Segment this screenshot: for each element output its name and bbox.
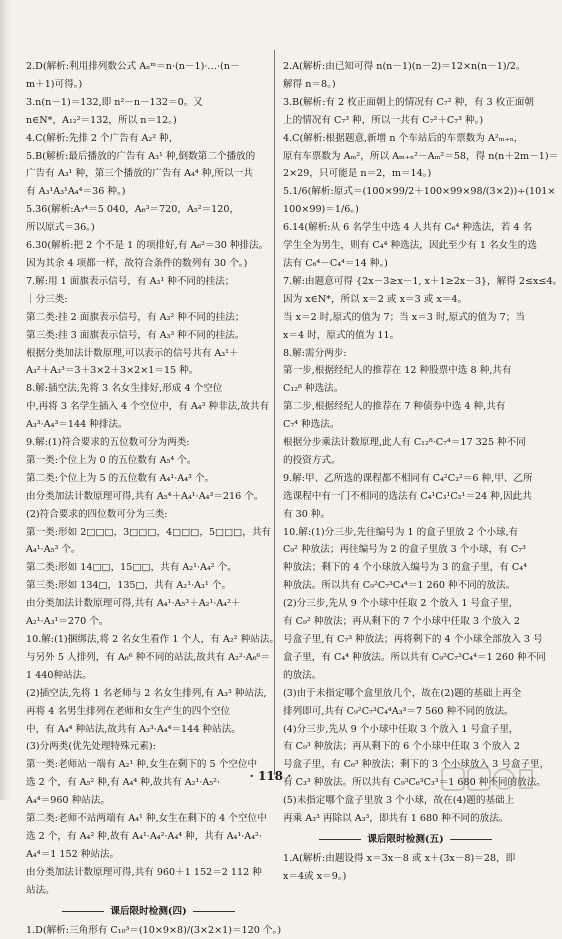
text-line: (2)分三步,先从 9 个小球中任取 2 个放入 1 号盒子里， [283,595,528,613]
section-heading [283,831,528,849]
text-line: 第二类:老师不站两端有 A₄¹ 种,女生在剩下的 4 个空位中 [26,810,271,828]
text-line: 第二类:形如 14□□，15□□，共有 A₂¹·A₄² 个。 [26,559,271,577]
text-line: 有 30 种。 [283,506,528,524]
text-line: 第一步,根据经纪人的推荐在 12 种股票中选 8 种,共有 [283,362,528,380]
text-line: 2.D(解析:利用排列数公式 Aₙᵐ＝n·(n－1)·…·(n－ [26,58,271,76]
text-line: 与另外 5 人排列，有 A₆⁶ 种不同的站法,故共有 A₂²·A₆⁶＝ [26,649,271,667]
text-line: 2.A(解析:由已知可得 n(n－1)(n－2)＝12×n(n－1)/2。 [283,58,528,76]
text-line: m＋1)可得。) [26,76,271,94]
text-line: 7.解:用 1 面旗表示信号，有 A₃¹ 种不同的挂法； [26,273,271,291]
text-line: A₃²＋A₃³＝3＋3×2＋3×2×1＝15 种。 [26,362,271,380]
text-line: 1.D(解析:三角形有 C₁₀³＝(10×9×8)/(3×2×1)＝120 个。) [26,922,271,939]
text-line: 号盒子里，有 C₆³ 种放法；剩下的 3 个小球放入 3 号盒子里， [283,756,528,774]
text-line: 的放法。 [283,667,528,685]
text-line: 解得 n＝8。) [283,76,528,94]
watermark-logo-icon [440,764,536,794]
text-line: 第三类:挂 3 面旗表示信号，有 A₃³ 种不同的挂法。 [26,327,271,345]
text-line: 1 440种站法。 [26,667,271,685]
text-line: 学生全为男生，则有 C₄⁴ 种选法，因此至少有 1 名女生的选 [283,237,528,255]
text-line: 4.C(解析:根据题意,新增 n 个车站后的车票数为 A²ₘ₊ₙ， [283,130,528,148]
text-line: A₄¹·A₅³ 个。 [26,541,271,559]
text-line: 有 C₉² 种放法；再从剩下的 7 个小球中任取 3 个放入 2 [283,613,528,631]
text-line: 根据分步乘法计数原理,此人有 C₁₂⁸·C₇⁴＝17 325 种不同 [283,434,528,452]
text-line: n∈N*，A₁₂²＝132，所以 n＝12。) [26,112,271,130]
text-line: 有 C₉³ 种放法；再从剩下的 6 个小球中任取 3 个放入 2 [283,738,528,756]
text-line: x＝4或 x＝9。) [283,868,528,886]
text-line: 10.解:(1)捆绑法,将 2 名女生看作 1 个人，有 A₂² 种站法。 [26,631,271,649]
text-line: 盒子里，有 C₄⁴ 种放法。所以共有 C₉²C₇³C₄⁴＝1 260 种不同 [283,649,528,667]
text-line: (5)未指定哪个盒子里放 3 个小球，故在(4)题的基础上 [283,792,528,810]
column-divider [274,50,275,775]
text-line: 选 2 个，有 A₄² 种,故有 A₄¹·A₄²·A₄⁴ 种，共有 A₄¹·A₄²· [26,828,271,846]
text-line: 种放法。所以共有 C₉²C₇³C₄⁴＝1 260 种不同的放法。 [283,577,528,595]
text-line: 再将 4 名男生排列在老师和女生产生的四个空位 [26,703,271,721]
page-spine-shadow [0,0,10,800]
section-heading-text: 课后限时检测(五) [367,834,443,845]
section-heading-text: 课后限时检测(四) [110,906,186,917]
text-line: (2)符合要求的四位数可分为三类: [26,506,271,524]
text-line: 第三类:形如 134□，135□，共有 A₂¹·A₃¹ 个。 [26,577,271,595]
text-line: 由分类加法计数原理可得,共有 960＋1 152＝2 112 种 [26,864,271,882]
text-line: 10.解:(1)分三步,先往编号为 1 的盒子里放 2 个小球,有 [283,524,528,542]
text-line: 4.C(解析:先排 2 个广告有 A₂² 种， [26,130,271,148]
text-line: C₇⁴ 种选法。 [283,416,528,434]
text-line: A₄⁴＝1 152 种站法。 [26,846,271,864]
text-line: 中，有 A₄⁴ 种站法,故共有 A₃³·A₄⁴＝144 种站法。 [26,721,271,739]
text-line: 因为其余 4 项都一样，故符合条件的数列有 30 个。) [26,255,271,273]
text-line: 7.解:由题意可得 {2x－3≥x－1, x＋1≥2x－3}，解得 2≤x≤4。 [283,273,528,291]
text-line: 第一类:个位上为 0 的五位数有 A₅⁴ 个。 [26,452,271,470]
left-column [26,58,271,939]
text-line: 的投资方式。 [283,452,528,470]
text-line: 第二类:挂 2 面旗表示信号，有 A₃² 种不同的挂法； [26,309,271,327]
text-line: 根据分类加法计数原理,可以表示的信号共有 A₃¹＋ [26,345,271,363]
text-line: C₁₂⁸ 种选法。 [283,380,528,398]
text-line: 法有 C₆⁴－C₄⁴＝14 种。) [283,255,528,273]
text-line: 5.36(解析:A₇⁴＝5 040，A₆³＝720，A₅²＝120， [26,201,271,219]
text-line: ｜分三类: [26,291,271,309]
text-line: A₄⁴＝960 种站法。 [26,792,271,810]
text-line: 原有车票数为 Aₘ²，所以 Aₘ₊ₙ²－Aₘ²＝58，得 n(n＋2m－1)＝ [283,148,528,166]
heading-rule [193,911,235,912]
text-line: 8.解:插空法,先将 3 名女生排好,形成 4 个空位 [26,380,271,398]
text-line: 第二类:个位上为 5 的五位数有 A₄¹·A₄³ 个。 [26,470,271,488]
text-line: 再乘 A₃³ 再除以 A₃³，即共有 1 680 种不同的放法。 [283,810,528,828]
text-line: 6.14(解析:从 6 名学生中选 4 人共有 C₆⁴ 种选法，若 4 名 [283,219,528,237]
text-line: (4)分三步,先从 9 个小球中任取 3 个放入 1 号盒子里， [283,721,528,739]
text-line: 因为 x∈N*，所以 x＝2 或 x＝3 或 x＝4。 [283,291,528,309]
text-line: 选课程中有一门不相同的选法有 C₄¹C₃¹C₂¹＝24 种,因此共 [283,488,528,506]
text-line: 3.n(n－1)＝132,即 n²－n－132＝0。又 [26,94,271,112]
text-line: A₂¹·A₃¹＝270 个。 [26,613,271,631]
text-line: 100×99)＝1/6。) [283,201,528,219]
section-heading [26,903,271,921]
text-line: A₃³·A₄³＝144 种排法。 [26,416,271,434]
text-line: 广告有 A₃¹ 种，第三个播放的广告有 A₄⁴ 种,所以一共 [26,165,271,183]
text-line: 上的情况有 C₇³ 种，所以一共有 C₇²＋C₇³ 种。) [283,112,528,130]
text-line: 选 2 个，有 A₅² 种,有 A₄⁴ 种,故共有 A₂¹·A₅²· [26,774,271,792]
text-line: 排列即可,共有 C₉²C₇³C₄⁴A₃³＝7 560 种不同的放法。 [283,703,528,721]
right-column [283,58,528,886]
text-line: 第一类:形如 2□□□，3□□□，4□□□，5□□□，共有 [26,524,271,542]
text-line: 由分类加法计数原理可得,共有 A₄¹·A₅³＋A₂¹·A₄²＋ [26,595,271,613]
text-line: 站法。 [26,882,271,900]
text-line: 9.解:(1)符合要求的五位数可分为两类: [26,434,271,452]
text-line: 第一类:老师站一端有 A₂¹ 种,女生在剩下的 5 个空位中 [26,756,271,774]
text-line: 1.A(解析:由题设得 x＝3x－8 或 x＋(3x－8)＝28，即 [283,850,528,868]
text-line: 8.解:需分两步: [283,345,528,363]
text-line: 当 x＝2 时,原式的值为 7；当 x＝3 时,原式的值为 7；当 [283,309,528,327]
text-line: 5.B(解析:最后播放的广告有 A₃¹ 种,倒数第二个播放的 [26,148,271,166]
text-line: (3)由于未指定哪个盒里放几个，故在(2)题的基础上再全 [283,685,528,703]
text-line: 号盒子里,有 C₇³ 种放法；再将剩下的 4 个小球全部放入 3 号 [283,631,528,649]
text-line: 3.B(解析:有 2 枚正面朝上的情况有 C₇² 种，有 3 枚正面朝 [283,94,528,112]
text-line: 有 C₃³ 种放法。所以共有 C₉³C₆³C₃³＝1 680 种不同的放法。 [283,774,528,792]
heading-rule [319,839,361,840]
text-line: 所以原式＝36。) [26,219,271,237]
heading-rule [450,839,492,840]
text-line: 有 A₃¹A₃¹A₄⁴＝36 种。) [26,183,271,201]
text-line: 2×29，只可能是 n＝2，m＝14。) [283,165,528,183]
text-line: 种放法；剩下的 4 个小球放入编号为 3 的盒子里，有 C₄⁴ [283,559,528,577]
text-line: x＝4 时，原式的值为 11。 [283,327,528,345]
text-line: C₉² 种放法；再往编号为 2 的盒子里放 3 个小球，有 C₇³ [283,541,528,559]
text-line: 6.30(解析:把 2 个不是 1 的项排好,有 A₆²＝30 种排法。 [26,237,271,255]
text-line: 5.1/6(解析:原式＝(100×99/2＋100×99×98/(3×2))÷(101× [283,183,528,201]
text-line: (3)分两类(优先处理特殊元素): [26,738,271,756]
page-number: · 118 · [0,769,541,783]
text-line: 第二步,根据经纪人的推荐在 7 种债券中选 4 种,共有 [283,398,528,416]
text-line: (2)插空法,先将 1 名老师与 2 名女生排列,有 A₃³ 种站法, [26,685,271,703]
text-line: 9.解:甲、乙所选的课程都不相同有 C₄²C₂²＝6 种,甲、乙所 [283,470,528,488]
heading-rule [62,911,104,912]
text-line: 由分类加法计数原理可得,共有 A₅⁴＋A₄¹·A₄³＝216 个。 [26,488,271,506]
text-line: 中,再将 3 名学生插入 4 个空位中，有 A₄³ 种非法,故共有 [26,398,271,416]
